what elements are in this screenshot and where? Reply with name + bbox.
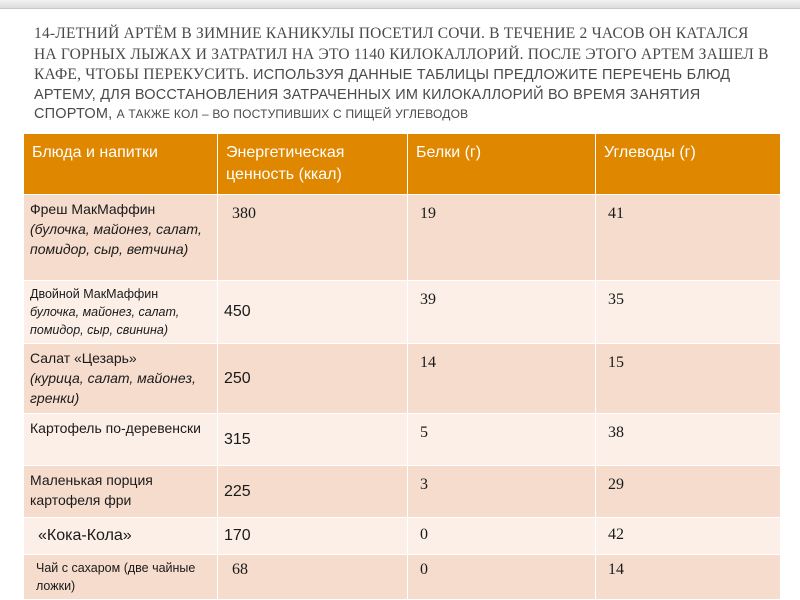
dish-detail: (булочка, майонез, салат, помидор, сыр, ветчина) xyxy=(30,221,202,257)
kcal-cell: 68 xyxy=(218,555,408,600)
header-protein: Белки (г) xyxy=(408,134,596,195)
protein-cell: 19 xyxy=(408,195,596,281)
table-row xyxy=(24,466,781,518)
kcal-cell: 315 xyxy=(218,414,408,466)
carbs-cell: 35 xyxy=(596,281,781,344)
dish-cell xyxy=(24,555,218,600)
dish-cell xyxy=(24,344,218,414)
top-bar-line xyxy=(0,8,800,9)
header-dishes: Блюда и напитки xyxy=(24,134,218,195)
kcal-cell: 225 xyxy=(218,466,408,518)
protein-cell: 0 xyxy=(408,555,596,600)
dish-detail: (курица, салат, майонез, гренки) xyxy=(30,370,196,406)
protein-cell: 0 xyxy=(408,518,596,555)
carbs-cell: 15 xyxy=(596,344,781,414)
header-carbs: Углеводы (г) xyxy=(596,134,781,195)
dish-name: Салат «Цезарь» xyxy=(30,350,137,366)
protein-cell: 3 xyxy=(408,466,596,518)
carbs-cell: 42 xyxy=(596,518,781,555)
kcal-cell: 380 xyxy=(218,195,408,281)
protein-cell: 5 xyxy=(408,414,596,466)
table-row xyxy=(24,344,781,414)
dish-cell xyxy=(24,195,218,281)
dish-name: Картофель по-деревенски xyxy=(30,420,201,436)
title-part3: А ТАКЖЕ КОЛ – ВО ПОСТУПИВШИХ С ПИЩЕЙ УГЛЕВОДОВ xyxy=(116,107,469,121)
title-part2: ИСПОЛЬЗУЯ ДАННЫЕ ТАБЛИЦЫ ПРЕДЛОЖИТЕ ПЕРЕЧЕНЬ БЛЮД АРТЕМУ, ДЛЯ ВОССТАНОВЛЕНИЯ ЗАТРАЧЕННЫХ ИМ КИЛОКАЛЛОРИЙ ВО ВРЕМЯ ЗАНЯТИЯ СПОРТОМ, xyxy=(34,67,731,122)
dish-name: Двойной МакМаффин xyxy=(30,287,159,301)
dish-name: Чай с сахаром (две чайные ложки) xyxy=(36,561,196,593)
table-row xyxy=(24,518,781,555)
dish-cell xyxy=(24,281,218,344)
header-energy: Энергетическая ценность (ккал) xyxy=(218,134,408,195)
dish-name: «Кока-Кола» xyxy=(38,527,132,544)
kcal-cell: 170 xyxy=(218,518,408,555)
top-bar xyxy=(0,0,800,8)
table-row xyxy=(24,195,781,281)
protein-cell: 14 xyxy=(408,344,596,414)
dish-name: Фреш МакМаффин xyxy=(30,201,156,217)
carbs-cell: 29 xyxy=(596,466,781,518)
dish-name: Маленькая порция картофеля фри xyxy=(30,472,153,508)
carbs-cell: 38 xyxy=(596,414,781,466)
table-header-row xyxy=(24,134,781,195)
dish-cell xyxy=(24,414,218,466)
carbs-cell: 14 xyxy=(596,555,781,600)
dish-detail: булочка, майонез, салат, помидор, сыр, свинина) xyxy=(30,305,180,337)
protein-cell: 39 xyxy=(408,281,596,344)
title-part1: 14-ЛЕТНИЙ АРТЁМ В ЗИМНИЕ КАНИКУЛЫ ПОСЕТИЛ СОЧИ. В ТЕЧЕНИЕ 2 ЧАСОВ ОН КАТАЛСЯ НА ГОРНЫХ ЛЫЖАХ И ЗАТРАТИЛ НА ЭТО 1140 КИЛОКАЛЛОРИЙ. ПОСЛЕ ЭТОГО АРТЕМ ЗАШЕЛ В КАФЕ, ЧТОБЫ ПЕРЕКУСИТЬ. xyxy=(34,25,769,83)
table-row xyxy=(24,555,781,600)
kcal-cell: 250 xyxy=(218,344,408,414)
kcal-cell: 450 xyxy=(218,281,408,344)
table-row xyxy=(24,281,781,344)
nutrition-table xyxy=(23,133,781,600)
dish-cell xyxy=(24,518,218,555)
carbs-cell: 41 xyxy=(596,195,781,281)
slide-title xyxy=(34,24,774,125)
table-row xyxy=(24,414,781,466)
dish-cell xyxy=(24,466,218,518)
